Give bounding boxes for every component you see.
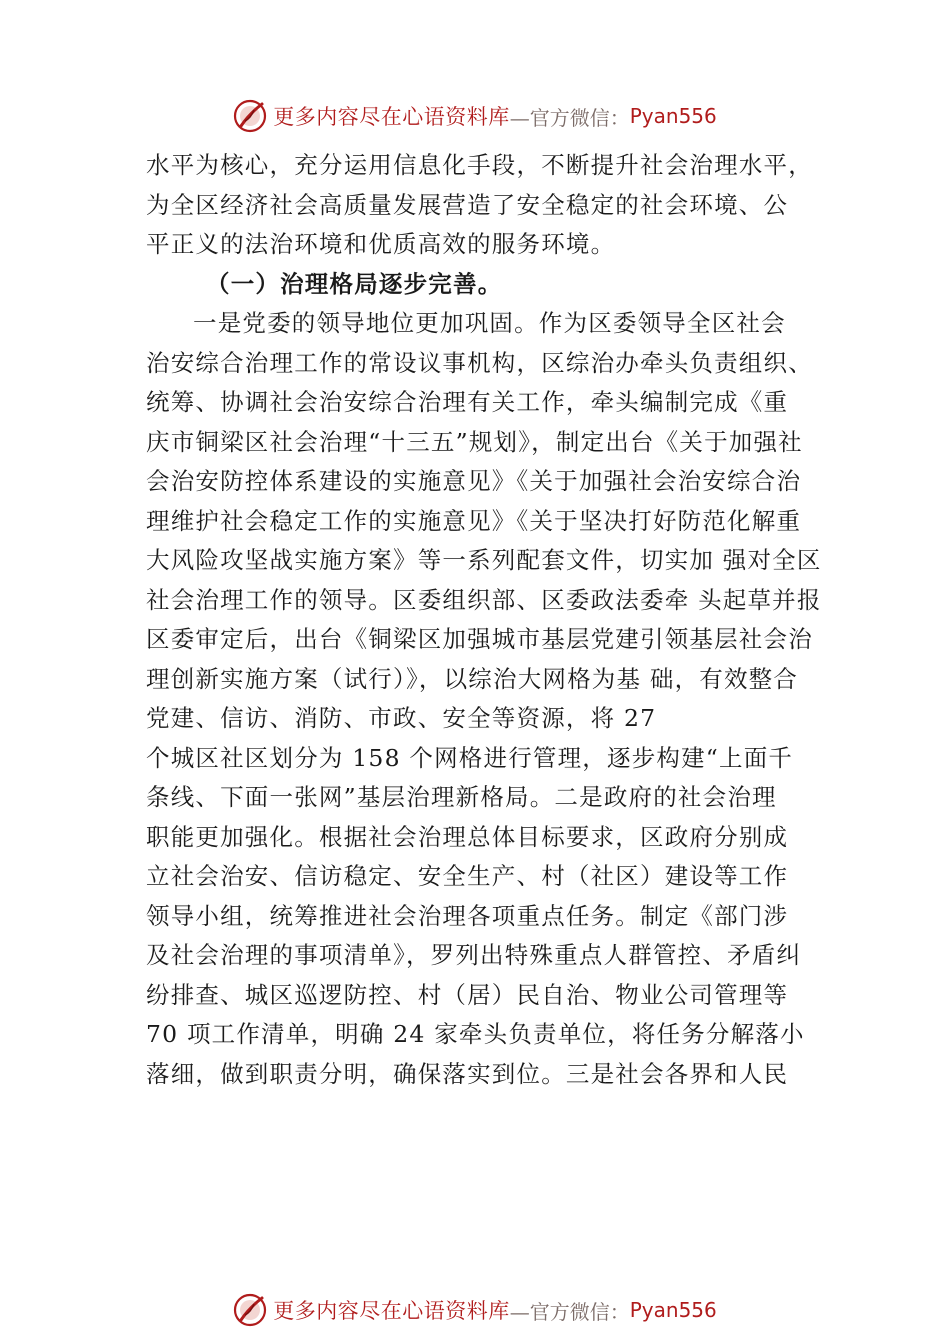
text-line: 庆市铜梁区社会治理“十三五”规划》，制定出台《关于加强社 <box>146 427 803 456</box>
text-line: 纷排查、城区巡逻防控、村（居）民自治、物业公司管理等 <box>146 980 789 1009</box>
text-line: 条线、下面一张网”基层治理新格局。二是政府的社会治理 <box>146 783 777 811</box>
text-line: 水平为核心，充分运用信息化手段，不断提升社会治理水平， <box>146 151 813 179</box>
brush-logo-icon <box>233 99 267 133</box>
text-line: 社会治理工作的领导。区委组织部、区委政法委牵 头起草并报 <box>146 585 822 614</box>
text-line: 落细，做到职责分明，确保落实到位。三是社会各界和人民 <box>146 1059 789 1088</box>
text-line: 70 项工作清单，明确 24 家牵头负责单位，将任务分解落小 <box>146 1020 805 1048</box>
text-line: 平正义的法治环境和优质高效的服务环境。 <box>146 230 616 258</box>
text-line: 领导小组，统筹推进社会治理各项重点任务。制定《部门涉 <box>146 901 789 930</box>
text-line: 区委审定后，出台《铜梁区加强城市基层党建引领基层社会治 <box>146 625 813 653</box>
text-line: 及社会治理的事项清单》，罗列出特殊重点人群管控、矛盾纠 <box>146 941 802 969</box>
text-line: 一是党委的领导地位更加巩固。作为区委领导全区社会 <box>193 309 786 337</box>
watermark-gray-text: —官方微信： <box>509 1299 630 1324</box>
text-line: 大风险攻坚战实施方案》等一系列配套文件，切实加 强对全区 <box>146 546 822 574</box>
text-line: 职能更加强化。根据社会治理总体目标要求，区政府分别成 <box>146 822 789 851</box>
document-body <box>146 146 846 1094</box>
text-line: 个城区社区划分为 158 个网格进行管理，逐步构建“上面千 <box>146 743 794 772</box>
text-line: 治安综合治理工作的常设议事机构，区综治办牵头负责组织、 <box>146 348 813 377</box>
watermark-wechat-id: Pyan556 <box>629 1298 717 1322</box>
text-line: 理创新实施方案（试行）》，以综治大网格为基 础，有效整合 <box>146 664 799 693</box>
footer-watermark-banner <box>0 1290 950 1330</box>
text-line: 理维护社会稳定工作的实施意见》《关于坚决打好防范化解重 <box>146 506 802 535</box>
text-line: 会治安防控体系建设的实施意见》《关于加强社会治安综合治 <box>146 467 802 495</box>
watermark-red-text: 更多内容尽在心语资料库 <box>273 1299 510 1323</box>
text-line: 为全区经济社会高质量发展营造了安全稳定的社会环境、公 <box>146 190 789 219</box>
brush-logo-icon <box>233 1293 267 1327</box>
watermark-wechat-id: Pyan556 <box>629 104 717 128</box>
watermark-red-text: 更多内容尽在心语资料库 <box>273 105 510 129</box>
text-line: 立社会治安、信访稳定、安全生产、村（社区）建设等工作 <box>146 862 789 890</box>
section-heading: （一）治理格局逐步完善。 <box>206 269 503 298</box>
header-watermark-banner <box>0 96 950 136</box>
text-line: 统筹、协调社会治安综合治理有关工作，牵头编制完成《重 <box>146 388 789 416</box>
text-line: 党建、信访、消防、市政、安全等资源，将 27 <box>146 704 657 732</box>
watermark-gray-text: —官方微信： <box>509 105 630 130</box>
